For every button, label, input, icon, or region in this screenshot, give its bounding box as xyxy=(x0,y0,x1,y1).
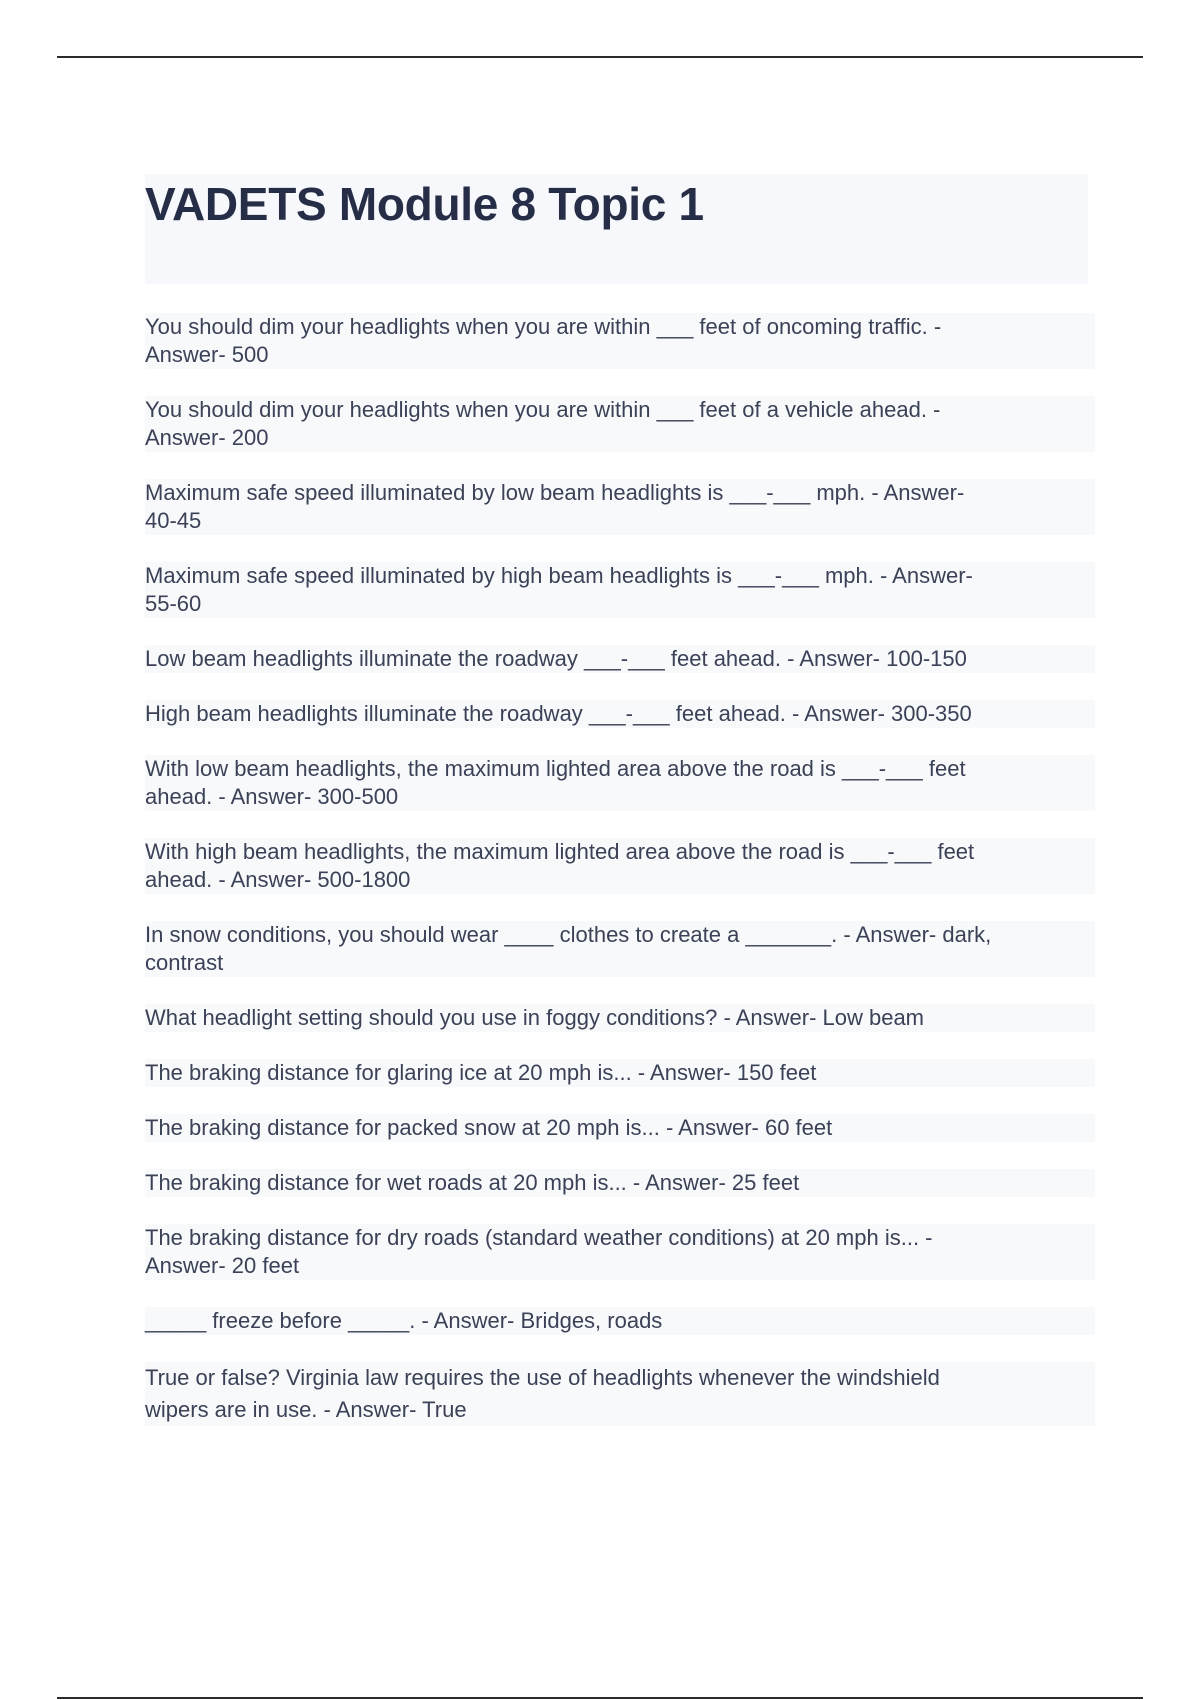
qa-item-text: Maximum safe speed illuminated by high beam headlights is ___-___ mph. - Answer- xyxy=(145,562,1095,590)
qa-item-12 xyxy=(145,1114,1095,1142)
qa-item-text: What headlight setting should you use in foggy conditions? - Answer- Low beam xyxy=(145,1004,1095,1032)
qa-item-text-continued: ahead. - Answer- 500-1800 xyxy=(145,866,1095,894)
qa-item-14 xyxy=(145,1224,1095,1280)
qa-item-9 xyxy=(145,921,1095,977)
qa-item-7 xyxy=(145,755,1095,811)
qa-item-text-continued: 40-45 xyxy=(145,507,1095,535)
qa-item-text: _____ freeze before _____. - Answer- Bridges, roads xyxy=(145,1307,1095,1335)
qa-item-6 xyxy=(145,700,1095,728)
title-block xyxy=(145,174,1088,284)
qa-item-text: The braking distance for dry roads (standard weather conditions) at 20 mph is... - xyxy=(145,1224,1095,1252)
qa-item-1 xyxy=(145,313,1095,369)
qa-item-text: The braking distance for wet roads at 20 mph is... - Answer- 25 feet xyxy=(145,1169,1095,1197)
bottom-rule xyxy=(57,1697,1143,1699)
qa-item-text-continued: Answer- 500 xyxy=(145,341,1095,369)
qa-item-text-continued: ahead. - Answer- 300-500 xyxy=(145,783,1095,811)
page-title: VADETS Module 8 Topic 1 xyxy=(145,178,704,230)
qa-item-text-continued: contrast xyxy=(145,949,1095,977)
qa-item-text: True or false? Virginia law requires the use of headlights whenever the windshield xyxy=(145,1362,1095,1394)
qa-item-text-continued: wipers are in use. - Answer- True xyxy=(145,1394,1095,1426)
qa-item-11 xyxy=(145,1059,1095,1087)
qa-item-text: You should dim your headlights when you are within ___ feet of a vehicle ahead. - xyxy=(145,396,1095,424)
qa-item-text: Low beam headlights illuminate the roadway ___-___ feet ahead. - Answer- 100-150 xyxy=(145,645,1095,673)
qa-item-2 xyxy=(145,396,1095,452)
qa-item-text-continued: Answer- 200 xyxy=(145,424,1095,452)
qa-item-text: The braking distance for glaring ice at 20 mph is... - Answer- 150 feet xyxy=(145,1059,1095,1087)
qa-item-10 xyxy=(145,1004,1095,1032)
top-rule xyxy=(57,56,1143,58)
qa-item-15 xyxy=(145,1307,1095,1335)
qa-item-text: You should dim your headlights when you are within ___ feet of oncoming traffic. - xyxy=(145,313,1095,341)
qa-item-text: The braking distance for packed snow at 20 mph is... - Answer- 60 feet xyxy=(145,1114,1095,1142)
qa-item-4 xyxy=(145,562,1095,618)
qa-item-text: Maximum safe speed illuminated by low beam headlights is ___-___ mph. - Answer- xyxy=(145,479,1095,507)
qa-item-text-continued: 55-60 xyxy=(145,590,1095,618)
qa-item-16 xyxy=(145,1362,1095,1426)
qa-item-text-continued: Answer- 20 feet xyxy=(145,1252,1095,1280)
qa-item-text: With low beam headlights, the maximum lighted area above the road is ___-___ feet xyxy=(145,755,1095,783)
qa-item-text: With high beam headlights, the maximum lighted area above the road is ___-___ feet xyxy=(145,838,1095,866)
qa-item-13 xyxy=(145,1169,1095,1197)
qa-list xyxy=(145,313,1105,1426)
qa-item-5 xyxy=(145,645,1095,673)
qa-item-text: In snow conditions, you should wear ____ clothes to create a _______. - Answer- dark, xyxy=(145,921,1095,949)
qa-item-text: High beam headlights illuminate the roadway ___-___ feet ahead. - Answer- 300-350 xyxy=(145,700,1095,728)
qa-item-8 xyxy=(145,838,1095,894)
qa-item-3 xyxy=(145,479,1095,535)
